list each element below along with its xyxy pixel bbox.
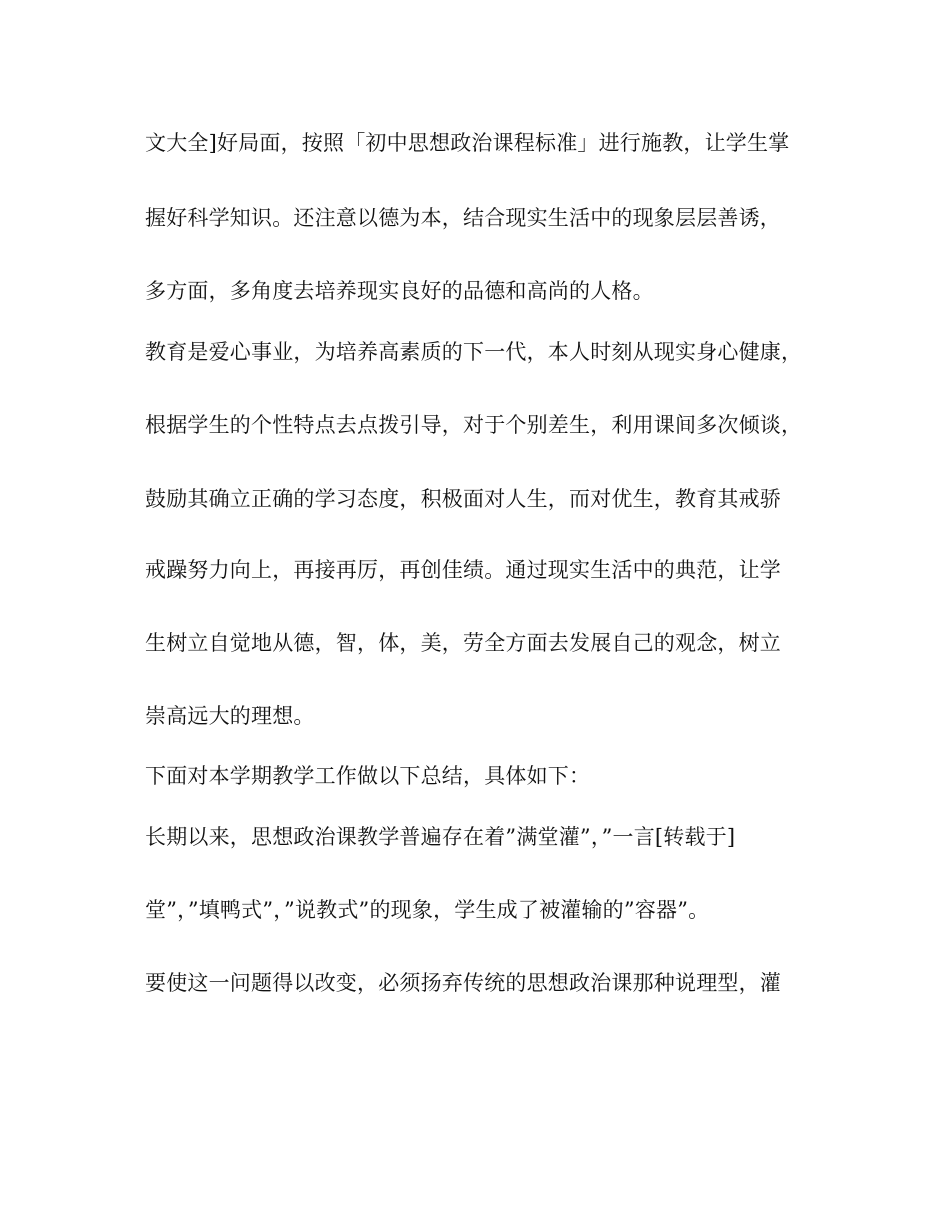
text-line: 堂”，”填鸭式”，”说教式”的现象，学生成了被灌输的”容器”。 [145,898,710,922]
text-line: 握好科学知识。还注意以德为本，结合现实生活中的现象层层善诱， [145,206,781,230]
text-line: 根据学生的个性特点去点拨引导，对于个别差生，利用课间多次倾谈， [145,413,803,437]
text-line: 生树立自觉地从德，智，体，美，劳全方面去发展自己的观念，树立 [145,631,781,655]
text-line: 多方面，多角度去培养现实良好的品德和高尚的人格。 [145,279,654,303]
text-line: 鼓励其确立正确的学习态度，积极面对人生，而对优生，教育其戒骄 [145,487,781,511]
text-line: 长期以来，思想政治课教学普遍存在着”满堂灌”，”一言[转载于] [145,825,736,849]
text-line: 崇高远大的理想。 [145,704,315,728]
text-line: 要使这一问题得以改变，必须扬弃传统的思想政治课那种说理型，灌 [145,971,781,995]
text-line: 下面对本学期教学工作做以下总结，具体如下： [145,764,591,788]
text-line: 戒躁努力向上，再接再厉，再创佳绩。通过现实生活中的典范，让学 [145,558,781,582]
text-line: 文大全]好局面，按照「初中思想政治课程标准」进行施教，让学生掌 [145,131,790,155]
text-line: 教育是爱心事业，为培养高素质的下一代，本人时刻从现实身心健康， [145,340,803,364]
